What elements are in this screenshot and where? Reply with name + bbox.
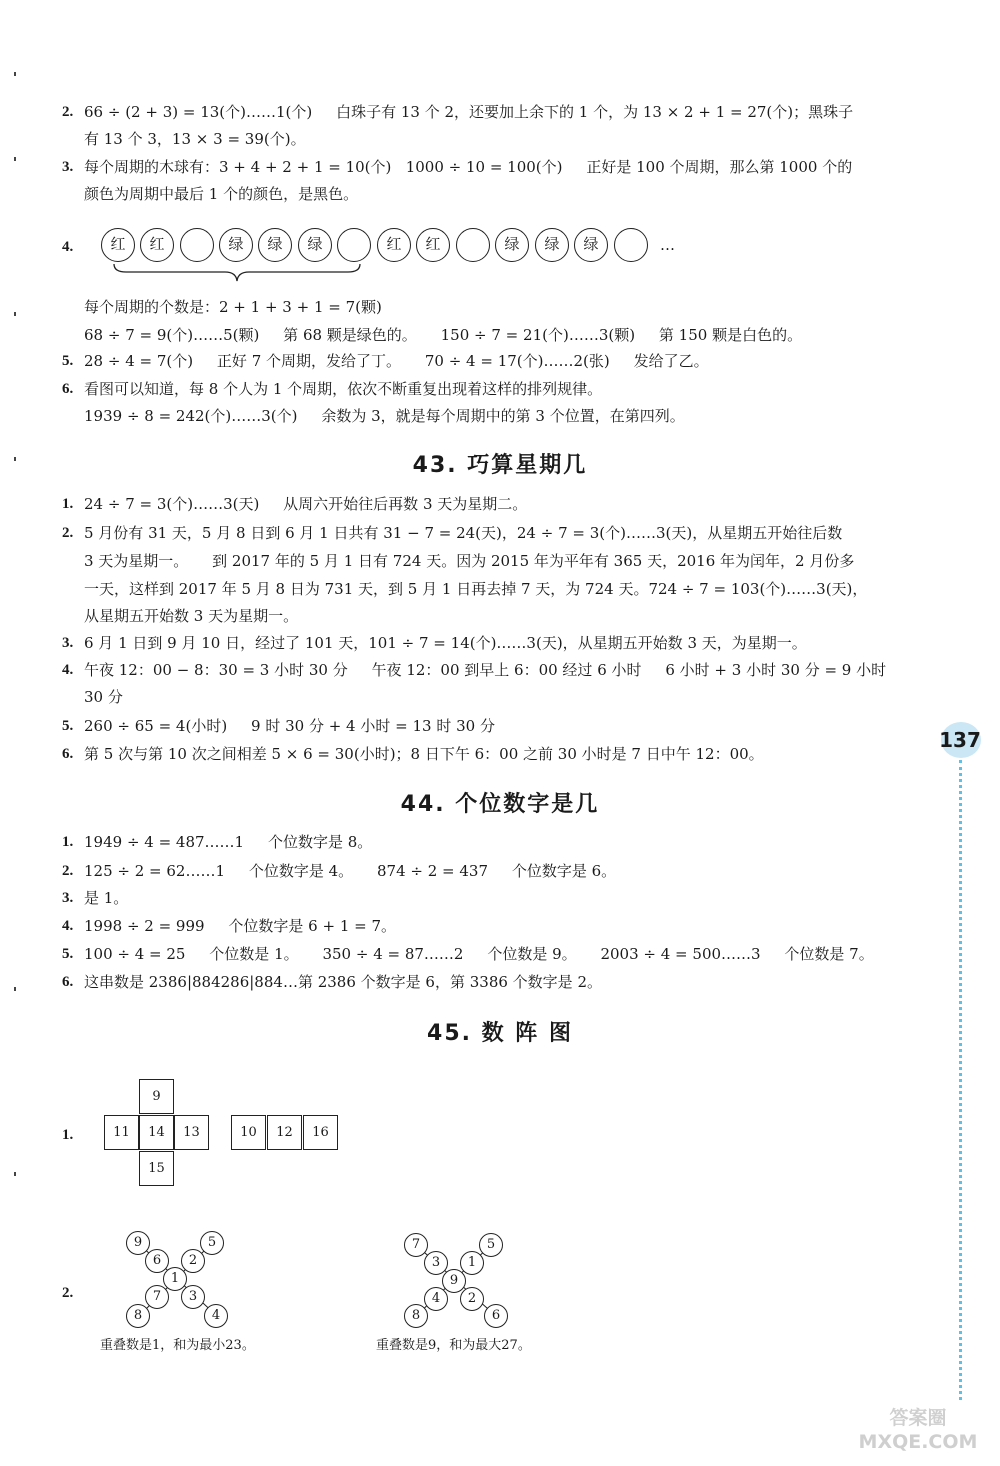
bead: 绿 (495, 228, 529, 262)
bead: 红 (377, 228, 411, 262)
answer-line: 这串数是 2386|884286|884…第 2386 个数字是 6，第 3386 个数字是 2。 (84, 973, 602, 991)
answer-line: 30 分 (84, 688, 123, 706)
section-title: 43. 巧算星期几 (412, 453, 588, 478)
answer-line: 每个周期的个数是：2 + 1 + 3 + 1 = 7(颗) (84, 298, 382, 316)
answer-line: 每个周期的木球有：3 + 4 + 2 + 1 = 10(个) 1000 ÷ 10 = 100(个) 正好是 100 个周期，那么第 1000 个的 (84, 158, 853, 176)
bead: 绿 (535, 228, 569, 262)
item-number: 2. (62, 1285, 74, 1301)
item-number: 5. (62, 718, 74, 734)
x-node: 2 (460, 1287, 484, 1311)
item-number: 1. (62, 1127, 74, 1143)
x-node: 5 (200, 1231, 224, 1255)
answer-line: 1998 ÷ 2 = 999 个位数字是 6 + 1 = 7。 (84, 917, 397, 935)
x-node: 4 (204, 1304, 228, 1328)
x-node: 5 (479, 1233, 503, 1257)
x-node: 7 (404, 1233, 428, 1257)
bead: 红 (101, 228, 135, 262)
answer-line: 1949 ÷ 4 = 487……1 个位数字是 8。 (84, 833, 373, 851)
answer-line: 是 1。 (84, 889, 129, 907)
item-number: 4. (62, 662, 74, 678)
x-node: 4 (424, 1287, 448, 1311)
page-number: 137 (939, 728, 981, 752)
grid-cell: 15 (139, 1151, 174, 1186)
answer-line: 3 天为星期一。 到 2017 年的 5 月 1 日有 724 天。因为 2015 年为平年有 365 天，2016 年为闰年，2 月份多 (84, 552, 855, 570)
item-number: 5. (62, 946, 74, 962)
item-number: 1. (62, 834, 74, 850)
item-number: 2. (62, 104, 74, 120)
answer-line: 100 ÷ 4 = 25 个位数是 1。 350 ÷ 4 = 87……2 个位数是 9。 2003 ÷ 4 = 500……3 个位数是 7。 (84, 945, 874, 963)
item-number: 6. (62, 974, 74, 990)
answer-line: 6 月 1 日到 9 月 10 日，经过了 101 天，101 ÷ 7 = 14(个)……3(天)，从星期五开始数 3 天，为星期一。 (84, 634, 807, 652)
x-node: 9 (442, 1269, 466, 1293)
bead: 红 (140, 228, 174, 262)
answer-line: 68 ÷ 7 = 9(个)……5(颗) 第 68 颗是绿色的。 150 ÷ 7 = 21(个)……3(颗) 第 150 颗是白色的。 (84, 326, 803, 344)
x-node: 1 (163, 1267, 187, 1291)
answer-line: 24 ÷ 7 = 3(个)……3(天) 从周六开始往后再数 3 天为星期二。 (84, 495, 528, 513)
item-number: 4. (62, 239, 74, 255)
x-node: 3 (424, 1251, 448, 1275)
watermark (830, 1400, 1000, 1464)
answer-line: 125 ÷ 2 = 62……1 个位数字是 4。 874 ÷ 2 = 437 个位数字是 6。 (84, 862, 617, 880)
x-node: 6 (145, 1249, 169, 1273)
bead: 绿 (298, 228, 332, 262)
x-node: 8 (126, 1304, 150, 1328)
item-number: 3. (62, 635, 74, 651)
answer-line: 66 ÷ (2 + 3) = 13(个)……1(个) 白珠子有 13 个 2，还要加上余下的 1 个，为 13 × 2 + 1 = 27(个)；黑珠子 (84, 103, 854, 121)
watermark-text: 答案圈 MXQE.COM (858, 1407, 978, 1453)
answer-line: 有 13 个 3，13 × 3 = 39(个)。 (84, 130, 306, 148)
answer-line: 看图可以知道，每 8 个人为 1 个周期，依次不断重复出现着这样的排列规律。 (84, 380, 603, 398)
answer-line: 从星期五开始数 3 天为星期一。 (84, 607, 299, 625)
bead: 红 (416, 228, 450, 262)
answer-line: 午夜 12：00 − 8：30 = 3 小时 30 分 午夜 12：00 到早上 6：00 经过 6 小时 6 小时 + 3 小时 30 分 = 9 小时 (84, 661, 887, 679)
answer-line: 一天，这样到 2017 年 5 月 8 日为 731 天，到 5 月 1 日再去掉 7 天，为 724 天。724 ÷ 7 = 103(个)……3(天)， (84, 580, 868, 598)
item-number: 6. (62, 746, 74, 762)
item-number: 2. (62, 863, 74, 879)
answer-line: 28 ÷ 4 = 7(个) 正好 7 个周期，发给了丁。 70 ÷ 4 = 17(个)……2(张) 发给了乙。 (84, 352, 709, 370)
x-node: 7 (145, 1285, 169, 1309)
item-number: 3. (62, 159, 74, 175)
bead: 绿 (219, 228, 253, 262)
dotted-margin-rule (959, 760, 965, 1400)
x-node: 1 (460, 1251, 484, 1275)
answer-line: 5 月份有 31 天，5 月 8 日到 6 月 1 日共有 31 − 7 = 24(天)，24 ÷ 7 = 3(个)……3(天)，从星期五开始往后数 (84, 524, 843, 542)
item-number: 2. (62, 525, 74, 541)
answer-line: 颜色为周期中最后 1 个的颜色，是黑色。 (84, 185, 359, 203)
item-number: 4. (62, 918, 74, 934)
x-node: 8 (404, 1304, 428, 1328)
grid-cell: 10 (231, 1115, 266, 1150)
x-node: 6 (484, 1304, 508, 1328)
x-node: 2 (181, 1249, 205, 1273)
grid-cell: 12 (267, 1115, 302, 1150)
bead: 绿 (258, 228, 292, 262)
diagram-caption: 重叠数是9，和为最大27。 (376, 1338, 531, 1353)
item-number: 1. (62, 496, 74, 512)
grid-cell: 16 (303, 1115, 338, 1150)
bead-ellipsis: … (660, 236, 675, 254)
x-node: 9 (126, 1231, 150, 1255)
item-number: 3. (62, 890, 74, 906)
section-title: 44. 个位数字是几 (400, 792, 600, 817)
grid-cell: 9 (139, 1079, 174, 1114)
grid-cell: 11 (104, 1115, 139, 1150)
bead: 绿 (574, 228, 608, 262)
section-title: 45. 数 阵 图 (427, 1021, 573, 1046)
answer-line: 1939 ÷ 8 = 242(个)……3(个) 余数为 3，就是每个周期中的第 3 个位置，在第四列。 (84, 407, 685, 425)
grid-cell: 13 (174, 1115, 209, 1150)
grid-cell: 14 (139, 1115, 174, 1150)
item-number: 5. (62, 353, 74, 369)
x-node: 3 (181, 1285, 205, 1309)
answer-line: 260 ÷ 65 = 4(小时) 9 时 30 分 + 4 小时 = 13 时 30 分 (84, 717, 495, 735)
answer-line: 第 5 次与第 10 次之间相差 5 × 6 = 30(小时)；8 日下午 6：00 之前 30 小时是 7 日中午 12：00。 (84, 745, 764, 763)
diagram-caption: 重叠数是1，和为最小23。 (100, 1338, 255, 1353)
item-number: 6. (62, 381, 74, 397)
